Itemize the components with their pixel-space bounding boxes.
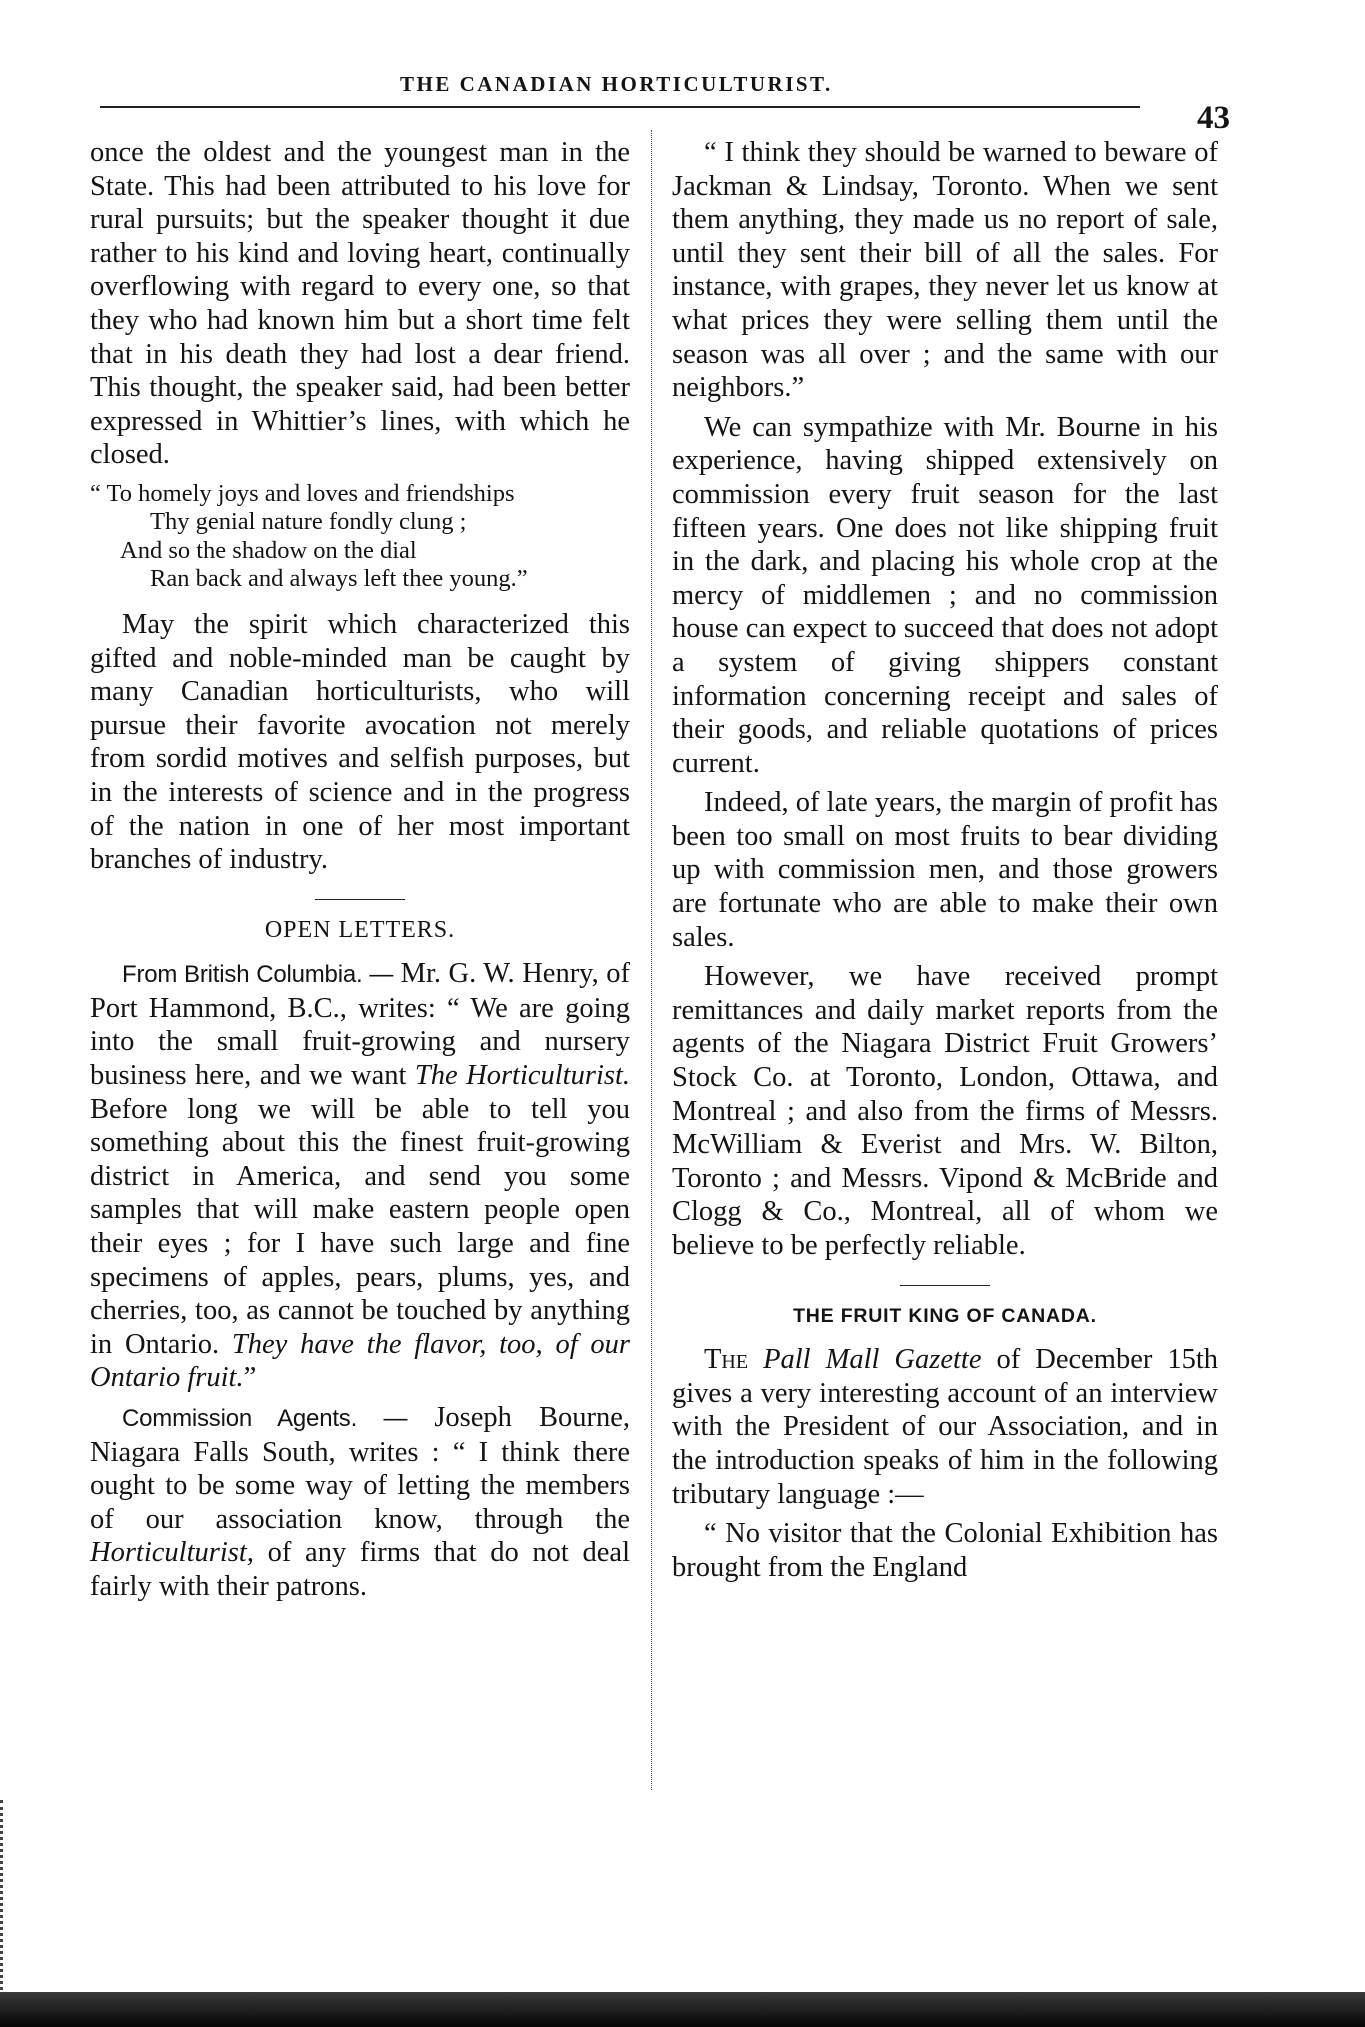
- page-header: [100, 60, 1230, 136]
- poem-line: Thy genial nature fondly clung ;: [150, 508, 467, 536]
- paragraph: May the spirit which characterized this gifted and noble-minded man be caught by many Canadian horticulturists, who will pursue their favorite avocation not merely from sordid motives and selfish purposes, but in the interests of science and in the progress of the nation in one of her most important branches of industry.: [90, 608, 630, 876]
- run-in-heading: From British Columbia. —: [122, 961, 394, 989]
- letter-text: Joseph Bourne, Niagara Falls South, writes : “ I think there ought to be some way of letting the members of our association know, through the: [90, 1402, 630, 1535]
- poem-line: “ To homely joys and loves and friendships: [90, 479, 515, 507]
- paragraph: We can sympathize with Mr. Bourne in his experience, having shipped extensively on commission every fruit season for the last fifteen years. One does not like shipping fruit in the dark, and placing his whole crop at the mercy of middlemen ; and no commission house can expect to succeed that does not adopt a system of giving shippers constant information concerning receipt and sales of their goods, and reliable quotations of prices current.: [672, 411, 1218, 779]
- paragraph: “ No visitor that the Colonial Exhibition has brought from the England: [672, 1518, 1218, 1583]
- letter-text: of any firms that do not deal fairly with their patrons.: [90, 1537, 630, 1602]
- paragraph: Indeed, of late years, the margin of profit has been too small on most fruits to bear dividing up with commission men, and those growers are fortunate who are able to make their own sales.: [672, 787, 1218, 953]
- italic-title: The Horticulturist.: [414, 1060, 630, 1092]
- paragraph: “ I think they should be warned to beware of Jackman & Lindsay, Toronto. When we sent them anything, they made us no report of sale, until they sent their bill of all the sales. For instance, with grapes, they never let us know at what prices they were selling them until the season was all over ; and the same with our neighbors.”: [672, 137, 1218, 404]
- section-heading-open-letters: OPEN LETTERS.: [264, 916, 456, 943]
- poem-line: And so the shadow on the dial: [120, 536, 417, 564]
- section-divider: [315, 899, 405, 900]
- letter-text: Mr. G. W. Henry, of Port Hammond, B.C., writes: “ We are going into the small fruit-growing and nursery business here, and we want: [90, 958, 630, 1092]
- header-rule: [100, 106, 1140, 108]
- poem-line: Ran back and always left thee young.”: [150, 565, 528, 593]
- paragraph: However, we have received prompt remittances and daily market reports from the agents of the Niagara District Fruit Growers’ Stock Co. at Toronto, London, Ottawa, and Montreal ; and also from the firms of Messrs. McWilliam & Everist and Mrs. W. Bilton, Toronto ; and Messrs. Vipond & McBride and Clogg & Co., Montreal, all of whom we believe to be perfectly reliable.: [672, 961, 1218, 1261]
- italic-text: They have the flavor, too, of our Ontario fruit.: [90, 1328, 630, 1394]
- section-divider: [900, 1285, 990, 1286]
- italic-title: Horticulturist,: [90, 1537, 254, 1569]
- letter-text: Before long we will be able to tell you something about this the finest fruit-growing district in America, and send you some samples that will make eastern people open their eyes ; for I have such large and fine specimens of apples, pears, plums, yes, and cherries, too, as cannot be touched by anything in Ontario.: [90, 1093, 630, 1360]
- letter-commission-agents: [90, 1401, 630, 1604]
- whittier-poem: [90, 480, 630, 594]
- italic-title: Pall Mall Gazette: [763, 1344, 982, 1376]
- running-head: THE CANADIAN HORTICULTURIST.: [400, 72, 833, 96]
- scan-edge-mark: [0, 1800, 11, 2020]
- right-column: [672, 136, 1218, 1590]
- paragraph-text: of December 15th gives a very interesting account of an interview with the President of our Association, and in the introduction speaks of him in the following tributary language :—: [672, 1344, 1219, 1510]
- paragraph-fruit-king: [672, 1343, 1218, 1511]
- left-column: [90, 136, 630, 1610]
- lead-word: The: [704, 1344, 749, 1376]
- closing-quote: ”: [243, 1362, 257, 1394]
- column-divider: [651, 130, 652, 1790]
- paragraph: once the oldest and the youngest man in the State. This had been attributed to his love for rural pursuits; but the speaker thought it due rather to his kind and loving heart, continually overflowing with regard to every one, so that they who had known him but a short time felt that in his death they had lost a dear friend. This thought, the speaker said, had been better expressed in Whittier’s lines, with which he closed.: [90, 137, 630, 471]
- letter-british-columbia: [90, 957, 630, 1395]
- page-number: 43: [1197, 100, 1230, 136]
- scan-bottom-edge: [0, 1992, 1365, 2027]
- section-heading-fruit-king: THE FRUIT KING OF CANADA.: [793, 1304, 1097, 1327]
- run-in-heading: Commission Agents. —: [122, 1405, 408, 1432]
